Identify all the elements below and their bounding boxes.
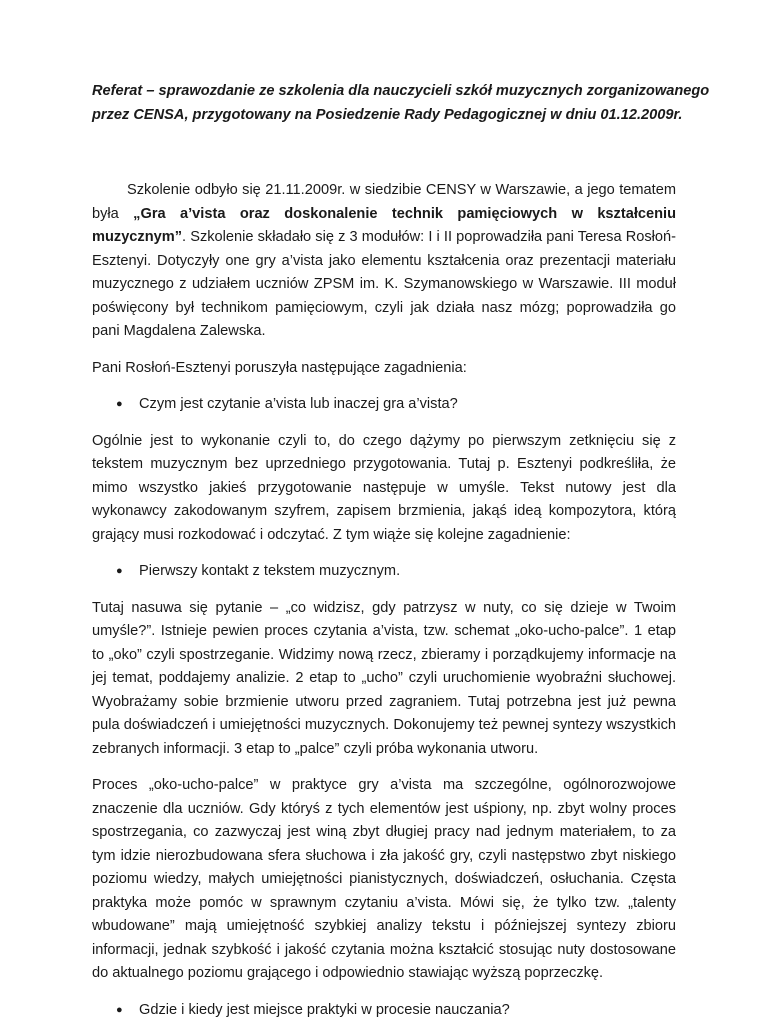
paragraph-intro bbox=[92, 179, 676, 344]
bullet-icon: ● bbox=[116, 398, 123, 410]
title-line-1: Referat – sprawozdanie ze szkolenia dla nauczycieli szkół muzycznych zorganizowanego bbox=[92, 83, 710, 99]
bullet-text-3: Gdzie i kiedy jest miejsce praktyki w procesie nauczania? bbox=[139, 1001, 510, 1018]
intro-text-end: . Szkolenie składało się z 3 modułów: I i II poprowadziła pani Teresa Rosłoń-Esztenyi. Dotyczyły one gry a’vista jako elementu kształcenia oraz prezentacji materiału muzycznego z udziałem uczniów ZPSM im. K. Szymanowskiego w Warszawie. III moduł poświęcony był technikom pamięciowym, czyli jak działa nasz mózg; poprowadziła go pani Magdalena Zalewska. bbox=[92, 229, 676, 339]
bullet-item-1 bbox=[92, 393, 676, 417]
intro-text-start: Szkolenie odbyło się 21.11.2009r. w siedzibie CENSY w Warszawie, a jego tematem była bbox=[92, 182, 676, 222]
bullet-item-3 bbox=[92, 999, 676, 1023]
bullet-text-2: Pierwszy kontakt z tekstem muzycznym. bbox=[139, 563, 401, 579]
paragraph-process: Tutaj nasuwa się pytanie – „co widzisz, gdy patrzysz w nuty, co się dzieje w Twoim umyśle?”. Istnieje pewien proces czytania a’vista, tzw. schemat „oko-ucho-palce”. 1 etap to „oko” czyli spostrzeganie. Widzimy nową rzecz, zbieramy i porządkujemy informacje na jej temat, poddajemy analizie. 2 etap to „ucho” czyli uruchomienie wyobraźni słuchowej. Wyobrażamy sobie brzmienie utworu przed zagraniem. Tutaj potrzebna jest już pewna pula doświadczeń i umiejętności muzycznych. Dokonujemy też pewnej syntezy wszystkich zebranych informacji. 3 etap to „palce” czyli próba wykonania utworu. bbox=[92, 599, 676, 757]
training-topic: „Gra a’vista oraz doskonalenie technik pamięciowych w kształceniu muzycznym” bbox=[92, 205, 676, 245]
paragraph-significance: Proces „oko-ucho-palce” w praktyce gry a’vista ma szczególne, ogólnorozwojowe znaczenie dla uczniów. Gdy któryś z tych elementów jest uśpiony, np. zbyt wolny proces spostrzegania, co zazwyczaj jest winą zbyt długiej pracy nad jednym materiałem, to za tym idzie nierozbudowana sfera słuchowa i zła jakość gry, czyli następstwo zbyt niskiego poziomu wiedzy, małych umiejętności pianistycznych, doświadczeń, osłuchania. Częsta praktyka może pomóc w sprawnym czytaniu a’vista. Mówi się, że tylko tzw. „talenty wbudowane” mają umiejętność szybkiej analizy tekstu i późniejszej syntezy zbioru informacji, jednak szybkość i jakość czytania można kształcić stosując nuty dostosowane do aktualnego poziomu grającego i odpowiednio stawiając wyższą poprzeczkę. bbox=[92, 777, 676, 981]
bullet-icon: ● bbox=[116, 565, 123, 577]
paragraph-issues-intro: Pani Rosłoń-Esztenyi poruszyła następujące zagadnienia: bbox=[92, 359, 467, 376]
bullet-icon: ● bbox=[116, 1003, 123, 1016]
bullet-text-1: Czym jest czytanie a’vista lub inaczej gra a’vista? bbox=[139, 396, 458, 412]
title-line-2: przez CENSA, przygotowany na Posiedzenie Rady Pedagogicznej w dniu 01.12.2009r. bbox=[92, 106, 683, 123]
bullet-item-2 bbox=[92, 560, 676, 584]
document-page bbox=[92, 80, 710, 1035]
paragraph-definition: Ogólnie jest to wykonanie czyli to, do czego dążymy po pierwszym zetknięciu się z tekstem muzycznym bez uprzedniego przygotowania. Tutaj p. Esztenyi podkreśliła, że mimo wszystko jakieś przygotowanie następuje w umyśle. Tekst nutowy jest dla wykonawcy zakodowanym szyfrem, zapisem brzmienia, jakąś ideą kompozytora, którą grający musi rozkodować i odczytać. Z tym wiąże się kolejne zagadnienie: bbox=[92, 432, 676, 543]
document-title bbox=[92, 80, 710, 127]
